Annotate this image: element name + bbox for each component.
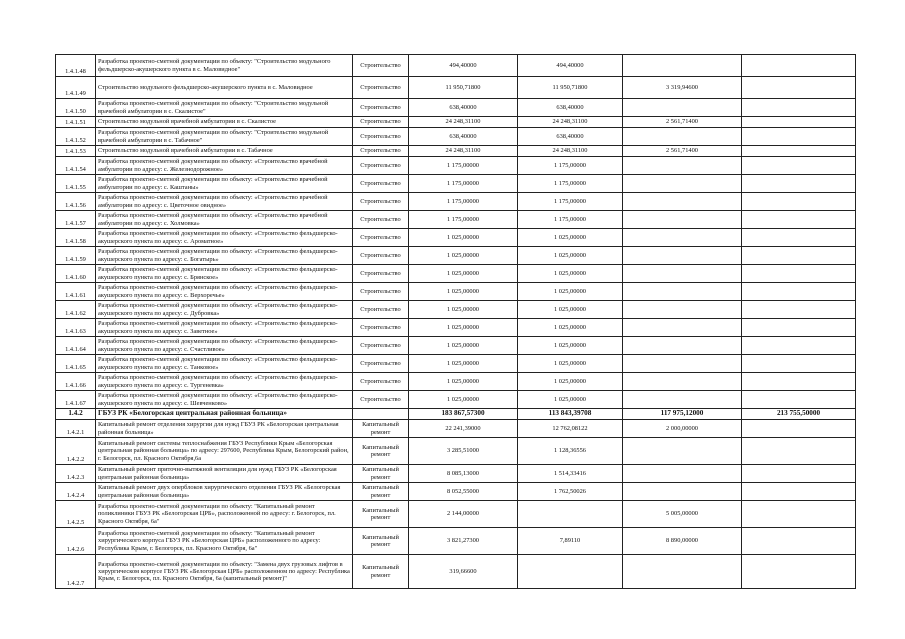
row-value-1: 1 175,00000: [409, 157, 518, 175]
row-description: Разработка проектно-сметной документации по объекту: «Строительство фельдшерско-акушерского пункта по адресу: с. Шевченково»: [96, 391, 353, 409]
row-value-3: 117 975,12000: [623, 409, 742, 420]
row-value-3: [623, 175, 742, 193]
row-number: 1.4.1.55: [56, 175, 96, 193]
row-work-type: Строительство: [353, 283, 409, 301]
table-row: [56, 319, 856, 337]
row-value-4: [742, 337, 856, 355]
row-value-3: [623, 265, 742, 283]
row-work-type: [353, 409, 409, 420]
budget-table: [55, 54, 856, 589]
row-value-4: [742, 420, 856, 438]
row-value-4: [742, 301, 856, 319]
row-number: 1.4.2.4: [56, 483, 96, 501]
row-value-4: [742, 355, 856, 373]
row-value-2: 1 025,00000: [518, 229, 623, 247]
row-description: Разработка проектно-сметной документации по объекту: «Строительство врачебной амбулатории по адресу: с. Цветочное овидное»: [96, 193, 353, 211]
row-work-type: Строительство: [353, 265, 409, 283]
row-value-2: 494,40000: [518, 55, 623, 77]
row-value-1: 1 025,00000: [409, 265, 518, 283]
row-value-2: 1 175,00000: [518, 193, 623, 211]
table-row: [56, 128, 856, 146]
row-description: Разработка проектно-сметной документации по объекту: «Строительство фельдшерско-акушерского пункта по адресу: с. Богатырь»: [96, 247, 353, 265]
row-description: Разработка проектно-сметной документации по объекту: «Строительство фельдшерско-акушерского пункта по адресу: с. Тургеневка»: [96, 373, 353, 391]
row-value-2: 1 025,00000: [518, 283, 623, 301]
row-value-2: 1 025,00000: [518, 373, 623, 391]
row-value-1: 638,40000: [409, 128, 518, 146]
row-description: Разработка проектно-сметной документации по объекту: "Строительство модульного фельдшерско-акушерского пункта в с. Маловидное": [96, 55, 353, 77]
row-value-3: [623, 391, 742, 409]
row-value-2: 11 950,71800: [518, 77, 623, 99]
row-value-2: 638,40000: [518, 128, 623, 146]
row-value-4: [742, 229, 856, 247]
row-value-1: 319,66600: [409, 555, 518, 589]
table-row: [56, 77, 856, 99]
row-number: 1.4.1.63: [56, 319, 96, 337]
row-value-1: 8 052,55000: [409, 483, 518, 501]
row-description: Разработка проектно-сметной документации по объекту: «Строительство врачебной амбулатории по адресу: с. Холмовка»: [96, 211, 353, 229]
row-value-4: [742, 128, 856, 146]
table-row: [56, 373, 856, 391]
row-number: 1.4.2.5: [56, 501, 96, 528]
row-description: Разработка проектно-сметной документации по объекту: "Строительство модульной врачебной амбулатории в с. Табачное": [96, 128, 353, 146]
row-number: 1.4.1.58: [56, 229, 96, 247]
row-value-2: 1 175,00000: [518, 211, 623, 229]
row-value-1: 494,40000: [409, 55, 518, 77]
table-row: [56, 355, 856, 373]
row-description: Капитальный ремонт приточно-вытяжной вентиляции для нужд ГБУЗ РК «Белогорская центральная районная больница»: [96, 465, 353, 483]
row-description: Капитальный ремонт отделения хирургии для нужд ГБУЗ РК «Белогорская центральная районная больница»: [96, 420, 353, 438]
row-value-1: 1 175,00000: [409, 175, 518, 193]
row-value-4: [742, 117, 856, 128]
row-number: 1.4.1.49: [56, 77, 96, 99]
row-work-type: Капитальный ремонт: [353, 420, 409, 438]
row-work-type: Строительство: [353, 128, 409, 146]
row-description: Разработка проектно-сметной документации по объекту: «Строительство фельдшерско-акушерского пункта по адресу: с. Ароматное»: [96, 229, 353, 247]
row-value-2: 1 025,00000: [518, 301, 623, 319]
row-value-4: [742, 146, 856, 157]
row-description: Разработка проектно-сметной документации по объекту: «Строительство фельдшерско-акушерского пункта по адресу: с. Брянское»: [96, 265, 353, 283]
row-value-3: 5 005,00000: [623, 501, 742, 528]
row-value-2: 7,89110: [518, 528, 623, 555]
table-row: [56, 528, 856, 555]
table-row: [56, 301, 856, 319]
row-description: Разработка проектно-сметной документации по объекту: "Капитальный ремонт поликлиники ГБУЗ РК «Белогорская ЦРБ», расположенной по адресу: г. Белогорск, пл. Красного Октября, 6а": [96, 501, 353, 528]
row-value-1: 1 025,00000: [409, 229, 518, 247]
row-work-type: Строительство: [353, 77, 409, 99]
table-row: [56, 229, 856, 247]
row-value-1: 2 144,00000: [409, 501, 518, 528]
table-row: [56, 337, 856, 355]
row-value-3: [623, 247, 742, 265]
table-row: [56, 211, 856, 229]
row-value-4: [742, 319, 856, 337]
row-number: 1.4.1.64: [56, 337, 96, 355]
row-value-3: 2 561,71400: [623, 117, 742, 128]
row-value-3: [623, 337, 742, 355]
row-value-2: 638,40000: [518, 99, 623, 117]
row-number: 1.4.1.57: [56, 211, 96, 229]
row-number: 1.4.2.2: [56, 438, 96, 465]
table-row: [56, 117, 856, 128]
row-work-type: Капитальный ремонт: [353, 501, 409, 528]
row-value-1: 1 175,00000: [409, 211, 518, 229]
row-value-1: 638,40000: [409, 99, 518, 117]
row-value-4: [742, 265, 856, 283]
row-value-3: [623, 283, 742, 301]
row-value-4: [742, 157, 856, 175]
row-value-1: 1 025,00000: [409, 355, 518, 373]
row-value-3: [623, 55, 742, 77]
row-value-1: 1 025,00000: [409, 301, 518, 319]
row-value-3: 2 561,71400: [623, 146, 742, 157]
row-value-1: 3 285,51000: [409, 438, 518, 465]
row-value-3: [623, 99, 742, 117]
row-number: 1.4.1.48: [56, 55, 96, 77]
table-row: [56, 193, 856, 211]
row-work-type: Строительство: [353, 319, 409, 337]
row-number: 1.4.1.53: [56, 146, 96, 157]
row-work-type: Строительство: [353, 175, 409, 193]
row-work-type: Строительство: [353, 301, 409, 319]
row-description: Строительство модульного фельдшерско-акушерского пункта в с. Маловидное: [96, 77, 353, 99]
row-value-3: [623, 319, 742, 337]
row-number: 1.4.1.52: [56, 128, 96, 146]
row-value-4: [742, 373, 856, 391]
row-number: 1.4.2.3: [56, 465, 96, 483]
table-row: [56, 420, 856, 438]
table-row: [56, 146, 856, 157]
row-work-type: Капитальный ремонт: [353, 528, 409, 555]
row-value-3: [623, 157, 742, 175]
row-value-3: [623, 193, 742, 211]
row-value-4: [742, 247, 856, 265]
row-description: Разработка проектно-сметной документации по объекту: «Строительство фельдшерско-акушерского пункта по адресу: с. Верхоречье»: [96, 283, 353, 301]
row-work-type: Строительство: [353, 391, 409, 409]
row-number: 1.4.1.60: [56, 265, 96, 283]
row-description: Разработка проектно-сметной документации по объекту: «Строительство врачебной амбулатории по адресу: с. Железнодорожное»: [96, 157, 353, 175]
row-work-type: Строительство: [353, 355, 409, 373]
row-work-type: Строительство: [353, 99, 409, 117]
row-value-2: 1 025,00000: [518, 391, 623, 409]
row-value-3: [623, 373, 742, 391]
table-row: [56, 555, 856, 589]
row-value-2: 1 025,00000: [518, 355, 623, 373]
row-work-type: Строительство: [353, 247, 409, 265]
row-value-3: 8 890,00000: [623, 528, 742, 555]
row-value-2: 1 025,00000: [518, 265, 623, 283]
row-number: 1.4.1.51: [56, 117, 96, 128]
row-value-2: 1 025,00000: [518, 247, 623, 265]
row-value-2: 1 175,00000: [518, 157, 623, 175]
row-number: 1.4.2.7: [56, 555, 96, 589]
row-value-1: 1 175,00000: [409, 193, 518, 211]
row-description: Строительство модульной врачебной амбулатории в с. Табачное: [96, 146, 353, 157]
row-work-type: Строительство: [353, 157, 409, 175]
row-value-1: 11 950,71800: [409, 77, 518, 99]
row-value-1: 1 025,00000: [409, 337, 518, 355]
row-value-1: 1 025,00000: [409, 319, 518, 337]
row-value-4: [742, 55, 856, 77]
row-number: 1.4.1.50: [56, 99, 96, 117]
row-number: 1.4.1.59: [56, 247, 96, 265]
row-value-4: [742, 528, 856, 555]
table-row: [56, 265, 856, 283]
row-value-2: [518, 501, 623, 528]
row-work-type: Строительство: [353, 229, 409, 247]
row-value-1: 24 248,31100: [409, 146, 518, 157]
row-description: Разработка проектно-сметной документации по объекту: "Строительство модульной врачебной амбулатории в с. Скалистое": [96, 99, 353, 117]
row-description: Строительство модульной врачебной амбулатории в с. Скалистое: [96, 117, 353, 128]
row-description: Капитальный ремонт двух оперблоков хирургического отделения ГБУЗ РК «Белогорская центральная районная больница»: [96, 483, 353, 501]
row-value-4: [742, 99, 856, 117]
row-value-3: [623, 438, 742, 465]
row-value-4: [742, 501, 856, 528]
row-description: Разработка проектно-сметной документации по объекту: «Строительство фельдшерско-акушерского пункта по адресу: с. Счастливое»: [96, 337, 353, 355]
row-description: Разработка проектно-сметной документации по объекту: «Строительство фельдшерско-акушерского пункта по адресу: с. Танковое»: [96, 355, 353, 373]
row-value-1: 1 025,00000: [409, 391, 518, 409]
row-value-3: [623, 555, 742, 589]
table-row: [56, 175, 856, 193]
row-value-1: 8 085,13000: [409, 465, 518, 483]
row-description: Разработка проектно-сметной документации по объекту: "Замена двух грузовых лифтов в хирургическом корпусе ГБУЗ РК «Белогорская ЦРБ» расположенном по адресу: Республика Крым, г. Белогорск, пл. Красного Октября, 6а (капитальный ремонт)": [96, 555, 353, 589]
row-number: 1.4.2.6: [56, 528, 96, 555]
row-value-1: 22 241,39000: [409, 420, 518, 438]
table-row: [56, 465, 856, 483]
row-work-type: Строительство: [353, 211, 409, 229]
row-value-2: 1 762,50026: [518, 483, 623, 501]
row-value-2: 24 248,31100: [518, 146, 623, 157]
row-value-2: 24 248,31100: [518, 117, 623, 128]
table-row: [56, 438, 856, 465]
row-value-2: 1 025,00000: [518, 337, 623, 355]
row-description: Разработка проектно-сметной документации по объекту: "Капитальный ремонт хирургического корпуса ГБУЗ РК «Белогорская ЦРБ» расположенного по адресу: Республика Крым, г. Белогорск, пл. Красного Октября, 6а": [96, 528, 353, 555]
row-value-3: [623, 301, 742, 319]
row-value-4: [742, 391, 856, 409]
row-value-3: [623, 128, 742, 146]
row-work-type: Капитальный ремонт: [353, 465, 409, 483]
row-number: 1.4.1.66: [56, 373, 96, 391]
document-page: [55, 54, 855, 589]
row-number: 1.4.1.67: [56, 391, 96, 409]
table-row: [56, 391, 856, 409]
table-row: [56, 483, 856, 501]
row-number: 1.4.1.61: [56, 283, 96, 301]
table-row: [56, 247, 856, 265]
row-work-type: Капитальный ремонт: [353, 483, 409, 501]
row-description: Разработка проектно-сметной документации по объекту: «Строительство фельдшерско-акушерского пункта по адресу: с. Заветное»: [96, 319, 353, 337]
row-value-2: 1 128,36556: [518, 438, 623, 465]
row-number: 1.4.2.1: [56, 420, 96, 438]
row-value-4: [742, 193, 856, 211]
row-value-3: [623, 229, 742, 247]
row-value-2: 12 762,08122: [518, 420, 623, 438]
row-value-1: 1 025,00000: [409, 373, 518, 391]
row-number: 1.4.2: [56, 409, 96, 420]
table-body: [56, 55, 856, 589]
row-description: Капитальный ремонт системы теплоснабжения ГБУЗ Республики Крым «Белогорская центральная районная больница» по адресу: 297600, Республика Крым, Белогорский район, г. Белогорск, пл. Красного Октября,6а: [96, 438, 353, 465]
table-row: [56, 409, 856, 420]
row-value-2: [518, 555, 623, 589]
table-row: [56, 283, 856, 301]
row-value-3: [623, 483, 742, 501]
row-description: ГБУЗ РК «Белогорская центральная районная больница»: [96, 409, 353, 420]
row-value-2: 1 175,00000: [518, 175, 623, 193]
row-number: 1.4.1.54: [56, 157, 96, 175]
row-value-3: 3 319,94600: [623, 77, 742, 99]
row-work-type: Строительство: [353, 193, 409, 211]
row-value-1: 183 867,57300: [409, 409, 518, 420]
row-value-3: [623, 355, 742, 373]
row-value-3: [623, 211, 742, 229]
row-value-2: 1 514,33416: [518, 465, 623, 483]
row-number: 1.4.1.62: [56, 301, 96, 319]
row-value-4: [742, 211, 856, 229]
row-value-4: [742, 465, 856, 483]
row-value-4: [742, 438, 856, 465]
table-row: [56, 99, 856, 117]
row-work-type: Строительство: [353, 55, 409, 77]
row-value-4: [742, 483, 856, 501]
row-value-4: [742, 283, 856, 301]
row-value-4: [742, 555, 856, 589]
row-value-3: 2 000,00000: [623, 420, 742, 438]
row-value-2: 113 843,39708: [518, 409, 623, 420]
row-value-1: 3 821,27300: [409, 528, 518, 555]
row-work-type: Капитальный ремонт: [353, 438, 409, 465]
row-description: Разработка проектно-сметной документации по объекту: «Строительство фельдшерско-акушерского пункта по адресу: с. Дубровка»: [96, 301, 353, 319]
table-row: [56, 501, 856, 528]
row-value-1: 1 025,00000: [409, 283, 518, 301]
table-row: [56, 157, 856, 175]
row-value-3: [623, 465, 742, 483]
row-value-4: 213 755,50000: [742, 409, 856, 420]
row-value-4: [742, 77, 856, 99]
row-work-type: Строительство: [353, 337, 409, 355]
table-row: [56, 55, 856, 77]
row-value-1: 1 025,00000: [409, 247, 518, 265]
row-description: Разработка проектно-сметной документации по объекту: «Строительство врачебной амбулатории по адресу: с. Каштаны»: [96, 175, 353, 193]
row-work-type: Строительство: [353, 117, 409, 128]
row-value-4: [742, 175, 856, 193]
row-value-1: 24 248,31100: [409, 117, 518, 128]
row-work-type: Строительство: [353, 373, 409, 391]
row-number: 1.4.1.56: [56, 193, 96, 211]
row-value-2: 1 025,00000: [518, 319, 623, 337]
row-work-type: Капитальный ремонт: [353, 555, 409, 589]
row-number: 1.4.1.65: [56, 355, 96, 373]
row-work-type: Строительство: [353, 146, 409, 157]
